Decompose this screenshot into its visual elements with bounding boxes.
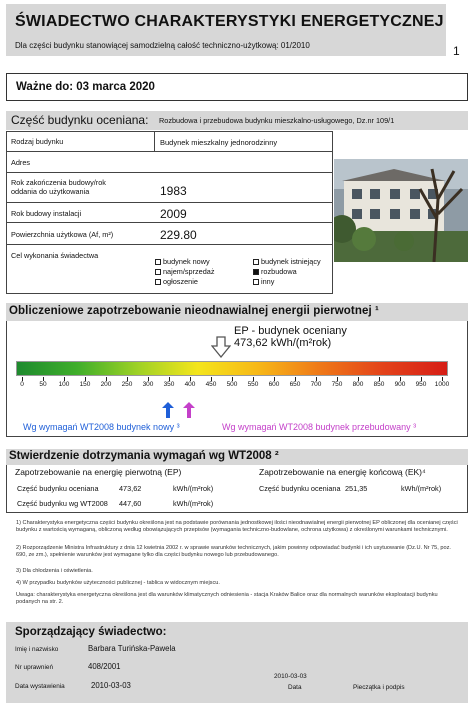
compliance-heading: Stwierdzenie dotrzymania wymagań wg WT2008 ²: [9, 450, 279, 462]
address-label: Adres: [11, 158, 31, 167]
building-part-header: [6, 111, 468, 130]
scale-tick-label: 500: [226, 381, 238, 388]
footnote-2: 2) Rozporządzenie Ministra Infrastruktury z dnia 12 kwietnia 2002 r. w sprawie warunków technicznych, jakim powinny odpowiadać budynki i ich usytuowanie (Dz.U. Nr 75, poz. 690, ze zm.), spełnienie warunków jest wymagane tylko dla części budynku nowego lub przebudowanego.: [16, 545, 451, 558]
page-number: 1: [453, 44, 460, 58]
ep-arrow-icon: [211, 336, 231, 363]
checkbox-icon: [155, 269, 161, 275]
ek-row-value: 251,35: [345, 484, 368, 493]
checkbox-icon: [155, 279, 161, 285]
ep-row1-label: Część budynku oceniana: [17, 484, 99, 493]
purpose-option-announcement[interactable]: ogłoszenie: [155, 277, 198, 286]
row-address: [7, 152, 332, 173]
sign-date-value: 2010-03-03: [274, 673, 307, 680]
license-value: 408/2001: [88, 662, 121, 671]
compliance-header: [6, 449, 468, 465]
req-rebuilt-label: Wg wymagań WT2008 budynek przebudowany ³: [222, 422, 417, 432]
req-rebuilt-arrow-icon: [183, 402, 195, 423]
scale-tick-label: 550: [247, 381, 259, 388]
scale-tick-label: 400: [184, 381, 196, 388]
install-year-label: Rok budowy instalacji: [11, 209, 82, 218]
row-year-built: [7, 173, 332, 203]
energy-demand-header: [6, 303, 468, 321]
ep-row1-value: 473,62: [119, 484, 142, 493]
energy-demand-heading: Obliczeniowe zapotrzebowanie nieodnawialnej energii pierwotnej ¹: [9, 305, 379, 317]
compliance-box: [6, 465, 468, 513]
row-purpose: [7, 245, 332, 293]
ek-demand-heading: Zapotrzebowanie na energię końcową (EK)⁴: [259, 467, 426, 477]
scale-tick-label: 900: [394, 381, 406, 388]
scale-tick-label: 0: [20, 381, 24, 388]
signature-heading: Sporządzający świadectwo:: [15, 626, 167, 638]
scale-tick-label: 50: [39, 381, 47, 388]
valid-until-text: Ważne do: 03 marca 2020: [16, 81, 155, 93]
ep-annotation-line2: 473,62 kWh/(m²rok): [234, 337, 332, 349]
ep-row2-unit: kWh/(m²rok): [173, 499, 214, 508]
checkbox-icon: [253, 279, 259, 285]
year-built-label-line2: oddania do użytkowania: [11, 187, 90, 196]
scale-tick-label: 850: [373, 381, 385, 388]
ep-annotation-line1: EP - budynek oceniany: [234, 325, 347, 337]
scale-tick-label: 200: [100, 381, 112, 388]
footnote-3: 3) Dla chłodzenia i oświetlenia.: [16, 568, 93, 574]
certificate-title: ŚWIADECTWO CHARAKTERYSTYKI ENERGETYCZNEJ: [15, 13, 444, 30]
scale-tick-label: 450: [205, 381, 217, 388]
certificate-header: [6, 4, 446, 56]
scale-tick-label: 950: [415, 381, 427, 388]
ek-row-unit: kWh/(m²rok): [401, 484, 442, 493]
scale-tick-label: 1000: [434, 381, 450, 388]
purpose-option-existing[interactable]: budynek istniejący: [253, 257, 321, 266]
energy-color-scale: [16, 361, 448, 376]
stamp-label: Pieczątka i podpis: [353, 684, 405, 691]
ep-row2-label: Część budynku wg WT2008: [17, 499, 108, 508]
checkbox-icon: [253, 259, 259, 265]
scale-tick-label: 250: [121, 381, 133, 388]
building-part-description: Rozbudowa i przebudowa budynku mieszkalno-usługowego, Dz.nr 109/1: [159, 116, 395, 125]
req-new-arrow-icon: [162, 402, 174, 423]
sign-date-label: Data: [288, 684, 302, 691]
year-built-value: 1983: [160, 184, 187, 198]
ep-demand-heading: Zapotrzebowanie na energię pierwotną (EP): [15, 467, 182, 477]
install-year-value: 2009: [160, 207, 187, 221]
purpose-option-extension[interactable]: rozbudowa: [253, 267, 297, 276]
footnote-note: Uwaga: charakterystyka energetyczna określona jest dla warunków klimatycznych odniesienia - stacja Kraków Balice oraz dla normalnych warunków eksploatacji budynku podanych na str. 2.: [16, 592, 438, 605]
purpose-option-rent-sale[interactable]: najem/sprzedaż: [155, 267, 215, 276]
ep-row2-value: 447,60: [119, 499, 142, 508]
building-photo: [334, 159, 468, 262]
building-info-table: [6, 131, 333, 294]
scale-tick-label: 800: [352, 381, 364, 388]
issue-date-value: 2010-03-03: [91, 681, 131, 690]
building-type-value: Budynek mieszkalny jednorodzinny: [160, 138, 278, 147]
validity-box: [6, 73, 468, 101]
signature-section: [6, 622, 468, 703]
signer-name-label: Imię i nazwisko: [15, 646, 59, 653]
row-area: [7, 223, 332, 245]
building-type-label: Rodzaj budynku: [11, 137, 64, 146]
scale-tick-label: 650: [289, 381, 301, 388]
footnote-1: 1) Charakterystyka energetyczna części budynku określona jest na podstawie porównania jednostkowej ilości nieodnawialnej energii pierwotnej EP obliczonej dla ocenianej części budynku z wartością wymaganą, obliczoną według obowiązujących przepisów (wymagania techniczno-budowlane, ochrona użytkowa) z określonymi warunkami technicznymi.: [16, 520, 458, 533]
scale-tick-label: 350: [163, 381, 175, 388]
checkbox-checked-icon: [253, 269, 259, 275]
scale-tick-label: 750: [331, 381, 343, 388]
scale-tick-label: 150: [79, 381, 91, 388]
purpose-option-other[interactable]: inny: [253, 277, 274, 286]
ek-row-label: Część budynku oceniana: [259, 484, 341, 493]
energy-scale-axis: [16, 377, 448, 391]
scale-tick-label: 700: [310, 381, 322, 388]
footnote-4: 4) W przypadku budynków użyteczności publicznej - tablica w widocznym miejscu.: [16, 580, 220, 586]
row-install-year: [7, 203, 332, 223]
building-part-heading: Część budynku oceniana:: [11, 113, 149, 127]
area-value: 229.80: [160, 228, 197, 242]
area-label: Powierzchnia użytkowa (Af, m²): [11, 230, 114, 239]
ep-row1-unit: kWh/(m²rok): [173, 484, 214, 493]
year-built-label-line1: Rok zakończenia budowy/rok: [11, 178, 106, 187]
issue-date-label: Data wystawienia: [15, 683, 65, 690]
scale-tick-label: 600: [268, 381, 280, 388]
scale-tick-label: 100: [58, 381, 70, 388]
row-building-type: [7, 132, 332, 152]
license-label: Nr uprawnień: [15, 664, 54, 671]
signer-name-value: Barbara Turińska-Pawela: [88, 644, 176, 653]
certificate-subtitle: Dla części budynku stanowiącej samodzielną całość techniczno-użytkową: 01/2010: [15, 41, 310, 50]
purpose-option-new[interactable]: budynek nowy: [155, 257, 210, 266]
scale-tick-label: 300: [142, 381, 154, 388]
checkbox-icon: [155, 259, 161, 265]
req-new-label: Wg wymagań WT2008 budynek nowy ³: [23, 422, 180, 432]
purpose-label: Cel wykonania świadectwa: [11, 251, 99, 260]
ep-annotation: [234, 325, 347, 349]
